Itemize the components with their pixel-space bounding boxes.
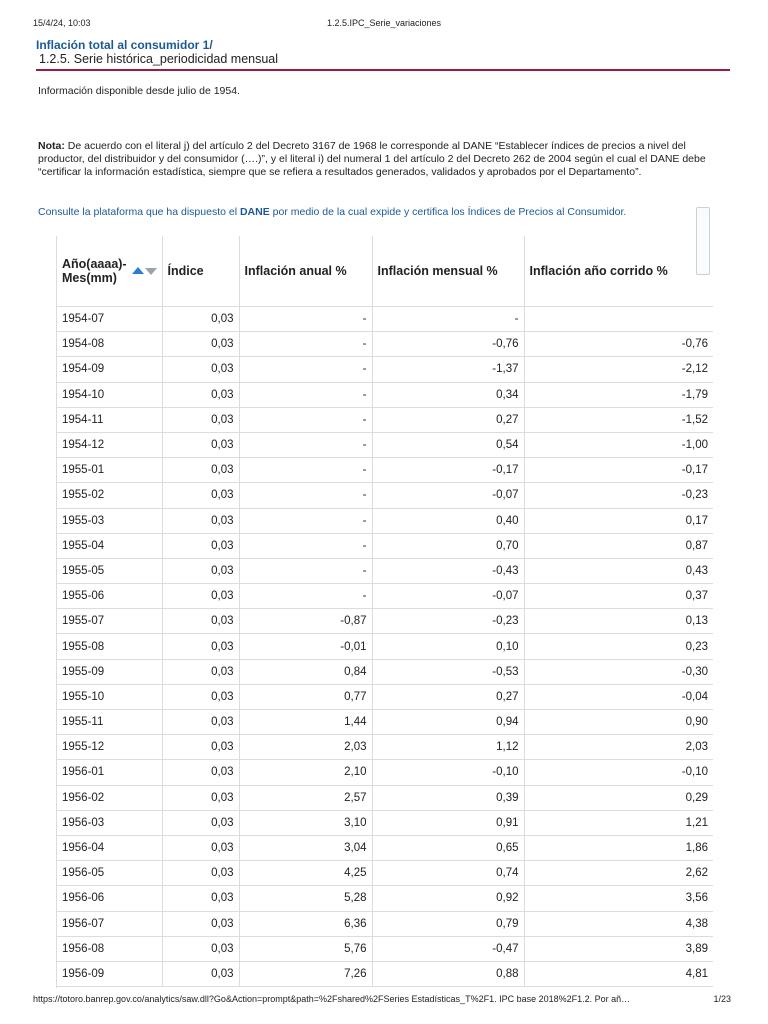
- cell-period: 1955-05: [57, 558, 162, 583]
- cell-ytd-inflation: 0,13: [524, 609, 713, 634]
- cell-ytd-inflation: 4,81: [524, 961, 713, 986]
- cell-period: 1955-04: [57, 533, 162, 558]
- cell-monthly-inflation: -0,53: [372, 659, 524, 684]
- cell-index: 0,03: [162, 735, 239, 760]
- cell-period: 1954-08: [57, 332, 162, 357]
- column-header-monthly-inflation[interactable]: Inflación mensual %: [372, 236, 524, 307]
- cell-ytd-inflation: 1,86: [524, 835, 713, 860]
- cell-period: 1955-06: [57, 584, 162, 609]
- cell-index: 0,03: [162, 760, 239, 785]
- cell-monthly-inflation: 0,91: [372, 810, 524, 835]
- table-row: [57, 634, 713, 659]
- consult-text-before: Consulte la plataforma que ha dispuesto el: [38, 206, 240, 218]
- cell-ytd-inflation: -1,00: [524, 432, 713, 457]
- cell-annual-inflation: -: [239, 357, 372, 382]
- cell-period: 1955-09: [57, 659, 162, 684]
- table-row: [57, 659, 713, 684]
- page-subtitle: 1.2.5. Serie histórica_periodicidad mensual: [39, 52, 279, 66]
- cell-annual-inflation: 5,28: [239, 886, 372, 911]
- cell-monthly-inflation: -1,37: [372, 357, 524, 382]
- cell-index: 0,03: [162, 307, 239, 332]
- cell-annual-inflation: -0,01: [239, 634, 372, 659]
- cell-period: 1954-11: [57, 407, 162, 432]
- cell-ytd-inflation: 2,03: [524, 735, 713, 760]
- title-block: [36, 38, 732, 67]
- sort-ascending-icon[interactable]: [132, 267, 144, 274]
- table-row: [57, 609, 713, 634]
- table-row: [57, 861, 713, 886]
- cell-ytd-inflation: -2,12: [524, 357, 713, 382]
- cell-period: 1956-01: [57, 760, 162, 785]
- cell-index: 0,03: [162, 861, 239, 886]
- cell-period: 1955-11: [57, 710, 162, 735]
- cell-index: 0,03: [162, 810, 239, 835]
- cell-index: 0,03: [162, 886, 239, 911]
- cell-index: 0,03: [162, 558, 239, 583]
- cell-monthly-inflation: 0,88: [372, 961, 524, 986]
- table-row: [57, 458, 713, 483]
- cell-monthly-inflation: 0,79: [372, 911, 524, 936]
- cell-index: 0,03: [162, 684, 239, 709]
- cell-annual-inflation: 0,77: [239, 684, 372, 709]
- cell-annual-inflation: -: [239, 407, 372, 432]
- column-header-period-label: Año(aaaa)-Mes(mm): [62, 257, 127, 285]
- cell-period: 1955-07: [57, 609, 162, 634]
- cell-index: 0,03: [162, 659, 239, 684]
- print-url: https://totoro.banrep.gov.co/analytics/saw.dll?Go&Action=prompt&path=%2Fshared%2FSeries Estadísticas_T%2F1. IPC base 2018%2F1.2. Por añ…: [33, 994, 631, 1004]
- column-header-index[interactable]: Índice: [162, 236, 239, 307]
- table-body: [57, 307, 713, 987]
- cell-index: 0,03: [162, 508, 239, 533]
- cell-ytd-inflation: [524, 307, 713, 332]
- sort-descending-icon[interactable]: [145, 268, 157, 275]
- cell-monthly-inflation: -0,43: [372, 558, 524, 583]
- cell-monthly-inflation: 0,27: [372, 684, 524, 709]
- table-row: [57, 483, 713, 508]
- cell-monthly-inflation: 0,74: [372, 861, 524, 886]
- table-row: [57, 735, 713, 760]
- cell-annual-inflation: -: [239, 558, 372, 583]
- cell-index: 0,03: [162, 911, 239, 936]
- cell-period: 1956-07: [57, 911, 162, 936]
- title-divider: [36, 69, 730, 71]
- cell-ytd-inflation: -0,17: [524, 458, 713, 483]
- cell-index: 0,03: [162, 357, 239, 382]
- inflation-table-container: [56, 236, 713, 988]
- cell-annual-inflation: 2,57: [239, 785, 372, 810]
- cell-monthly-inflation: -0,07: [372, 483, 524, 508]
- cell-ytd-inflation: 0,17: [524, 508, 713, 533]
- cell-monthly-inflation: -: [372, 307, 524, 332]
- cell-monthly-inflation: 0,27: [372, 407, 524, 432]
- cell-monthly-inflation: 0,94: [372, 710, 524, 735]
- cell-monthly-inflation: 1,12: [372, 735, 524, 760]
- cell-period: 1955-10: [57, 684, 162, 709]
- cell-ytd-inflation: -0,76: [524, 332, 713, 357]
- cell-ytd-inflation: 3,89: [524, 936, 713, 961]
- table-row: [57, 810, 713, 835]
- cell-period: 1956-09: [57, 961, 162, 986]
- cell-annual-inflation: -: [239, 533, 372, 558]
- cell-ytd-inflation: -1,52: [524, 407, 713, 432]
- cell-period: 1955-12: [57, 735, 162, 760]
- table-row: [57, 710, 713, 735]
- cell-index: 0,03: [162, 533, 239, 558]
- cell-index: 0,03: [162, 634, 239, 659]
- page-title: Inflación total al consumidor 1/: [36, 38, 213, 52]
- table-row: [57, 961, 713, 986]
- cell-annual-inflation: -: [239, 508, 372, 533]
- cell-ytd-inflation: 0,29: [524, 785, 713, 810]
- table-row: [57, 533, 713, 558]
- cell-index: 0,03: [162, 961, 239, 986]
- cell-period: 1955-03: [57, 508, 162, 533]
- table-row: [57, 886, 713, 911]
- cell-annual-inflation: 0,84: [239, 659, 372, 684]
- cell-index: 0,03: [162, 710, 239, 735]
- cell-monthly-inflation: 0,34: [372, 382, 524, 407]
- consult-text-after: por medio de la cual expide y certifica los Índices de Precios al Consumidor.: [269, 206, 627, 218]
- print-doc-title: 1.2.5.IPC_Serie_variaciones: [326, 18, 442, 28]
- table-row: [57, 432, 713, 457]
- print-header: [33, 18, 735, 30]
- cell-period: 1955-01: [57, 458, 162, 483]
- cell-ytd-inflation: -0,23: [524, 483, 713, 508]
- cell-annual-inflation: 3,04: [239, 835, 372, 860]
- cell-ytd-inflation: -0,04: [524, 684, 713, 709]
- cell-monthly-inflation: -0,10: [372, 760, 524, 785]
- cell-ytd-inflation: -0,10: [524, 760, 713, 785]
- cell-ytd-inflation: 0,23: [524, 634, 713, 659]
- table-row: [57, 332, 713, 357]
- table-row: [57, 307, 713, 332]
- column-header-annual-inflation[interactable]: Inflación anual %: [239, 236, 372, 307]
- cell-ytd-inflation: 3,56: [524, 886, 713, 911]
- cell-annual-inflation: -: [239, 584, 372, 609]
- cell-annual-inflation: 3,10: [239, 810, 372, 835]
- cell-index: 0,03: [162, 332, 239, 357]
- cell-period: 1954-09: [57, 357, 162, 382]
- cell-ytd-inflation: 0,90: [524, 710, 713, 735]
- inflation-table: [57, 236, 713, 987]
- cell-period: 1954-10: [57, 382, 162, 407]
- cell-annual-inflation: 2,03: [239, 735, 372, 760]
- column-header-period[interactable]: [57, 236, 162, 307]
- cell-index: 0,03: [162, 382, 239, 407]
- consult-dane: DANE: [239, 206, 270, 218]
- note-text: De acuerdo con el literal j) del artículo 2 del Decreto 3167 de 1968 le corresponde al DANE “Establecer índices de precios a nivel del productor, del distribuidor y del consumidor (….)”, y el literal i) del numeral 1 del artículo 2 del Decreto 262 de 2004 según el cual el DANE debe “certificar la información estadística, siempre que se refiera a resultados generados, validados y aprobados por el Departamento”.: [38, 140, 706, 178]
- cell-index: 0,03: [162, 584, 239, 609]
- cell-annual-inflation: 7,26: [239, 961, 372, 986]
- table-header-row: [57, 236, 713, 307]
- table-row: [57, 684, 713, 709]
- cell-period: 1956-06: [57, 886, 162, 911]
- cell-ytd-inflation: 0,43: [524, 558, 713, 583]
- cell-monthly-inflation: -0,47: [372, 936, 524, 961]
- cell-annual-inflation: -: [239, 332, 372, 357]
- note-label: Nota:: [38, 140, 65, 152]
- cell-period: 1955-02: [57, 483, 162, 508]
- cell-monthly-inflation: 0,92: [372, 886, 524, 911]
- table-row: [57, 407, 713, 432]
- cell-index: 0,03: [162, 835, 239, 860]
- cell-period: 1956-02: [57, 785, 162, 810]
- table-row: [57, 835, 713, 860]
- cell-monthly-inflation: -0,17: [372, 458, 524, 483]
- table-row: [57, 911, 713, 936]
- table-row: [57, 357, 713, 382]
- cell-ytd-inflation: 4,38: [524, 911, 713, 936]
- cell-monthly-inflation: -0,07: [372, 584, 524, 609]
- cell-monthly-inflation: 0,10: [372, 634, 524, 659]
- note-paragraph: [38, 140, 728, 179]
- cell-monthly-inflation: -0,76: [372, 332, 524, 357]
- cell-monthly-inflation: 0,65: [372, 835, 524, 860]
- cell-annual-inflation: -0,87: [239, 609, 372, 634]
- cell-period: 1954-12: [57, 432, 162, 457]
- cell-annual-inflation: -: [239, 432, 372, 457]
- cell-index: 0,03: [162, 407, 239, 432]
- cell-annual-inflation: -: [239, 382, 372, 407]
- cell-ytd-inflation: -1,79: [524, 382, 713, 407]
- cell-ytd-inflation: 0,87: [524, 533, 713, 558]
- cell-annual-inflation: -: [239, 307, 372, 332]
- table-row: [57, 760, 713, 785]
- cell-index: 0,03: [162, 785, 239, 810]
- table-row: [57, 558, 713, 583]
- cell-period: 1955-08: [57, 634, 162, 659]
- cell-period: 1956-08: [57, 936, 162, 961]
- cell-annual-inflation: 1,44: [239, 710, 372, 735]
- print-datetime: 15/4/24, 10:03: [33, 18, 91, 28]
- cell-monthly-inflation: 0,39: [372, 785, 524, 810]
- cell-annual-inflation: -: [239, 458, 372, 483]
- cell-monthly-inflation: 0,40: [372, 508, 524, 533]
- cell-period: 1956-03: [57, 810, 162, 835]
- availability-info: Información disponible desde julio de 1954.: [38, 85, 240, 97]
- print-footer: [33, 994, 735, 1006]
- cell-monthly-inflation: -0,23: [372, 609, 524, 634]
- column-header-ytd-inflation[interactable]: Inflación año corrido %: [524, 236, 713, 307]
- cell-annual-inflation: 2,10: [239, 760, 372, 785]
- cell-index: 0,03: [162, 609, 239, 634]
- cell-ytd-inflation: 2,62: [524, 861, 713, 886]
- cell-period: 1956-04: [57, 835, 162, 860]
- cell-monthly-inflation: 0,70: [372, 533, 524, 558]
- page-number: 1/23: [713, 994, 731, 1004]
- dane-platform-link[interactable]: [38, 206, 626, 218]
- cell-annual-inflation: -: [239, 483, 372, 508]
- cell-ytd-inflation: -0,30: [524, 659, 713, 684]
- cell-index: 0,03: [162, 432, 239, 457]
- cell-ytd-inflation: 0,37: [524, 584, 713, 609]
- cell-annual-inflation: 6,36: [239, 911, 372, 936]
- cell-index: 0,03: [162, 458, 239, 483]
- table-row: [57, 584, 713, 609]
- table-row: [57, 785, 713, 810]
- cell-monthly-inflation: 0,54: [372, 432, 524, 457]
- cell-ytd-inflation: 1,21: [524, 810, 713, 835]
- cell-period: 1956-05: [57, 861, 162, 886]
- sort-icon[interactable]: [132, 267, 157, 275]
- table-row: [57, 508, 713, 533]
- cell-index: 0,03: [162, 483, 239, 508]
- table-row: [57, 936, 713, 961]
- cell-annual-inflation: 5,76: [239, 936, 372, 961]
- table-row: [57, 382, 713, 407]
- cell-period: 1954-07: [57, 307, 162, 332]
- cell-index: 0,03: [162, 936, 239, 961]
- cell-annual-inflation: 4,25: [239, 861, 372, 886]
